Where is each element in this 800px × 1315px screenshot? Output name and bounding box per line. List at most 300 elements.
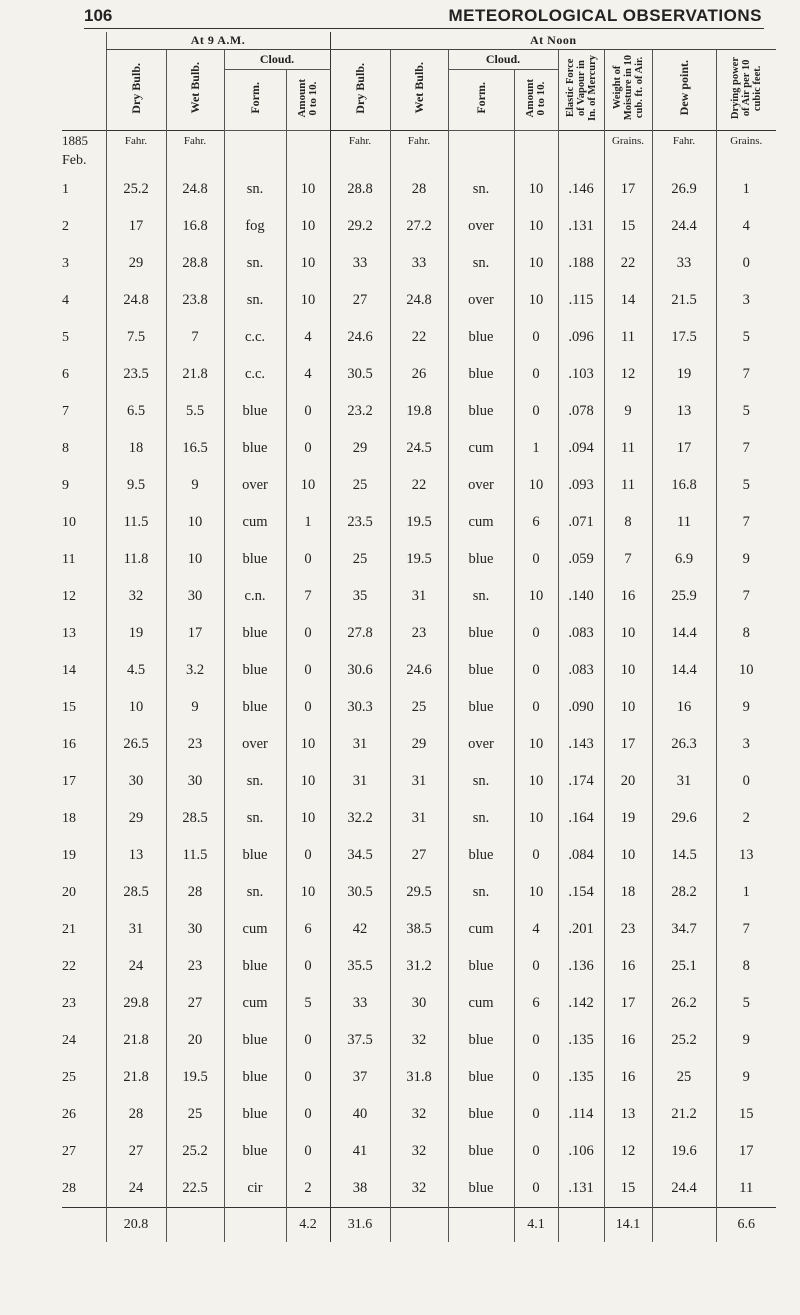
cell-dry-bulb-noon: 27 [330, 282, 390, 319]
cell-drying-power: 13 [716, 837, 776, 874]
cell-day: 18 [62, 810, 76, 826]
cell-elastic-force: .135 [558, 1022, 604, 1059]
table-row [62, 1133, 776, 1170]
cell-dry-bulb-9am: 27 [106, 1133, 166, 1170]
cell-day: 25 [62, 1069, 76, 1085]
cell-cloud-form-noon: blue [448, 356, 514, 393]
cell-wet-bulb-noon: 30 [390, 985, 448, 1022]
cell-dry-bulb-9am: 28 [106, 1096, 166, 1133]
cell-cloud-form-9am: blue [224, 615, 286, 652]
cell-wet-bulb-9am: 22.5 [166, 1170, 224, 1208]
col-header-dry-bulb-9am: Dry Bulb. [106, 50, 166, 131]
cell-cloud-form-9am: blue [224, 837, 286, 874]
cell-elastic-force: .188 [558, 245, 604, 282]
table-row [62, 504, 776, 541]
cell-cloud-form-9am: sn. [224, 800, 286, 837]
cell-dry-bulb-9am: 17 [106, 208, 166, 245]
observations-table [62, 32, 776, 1242]
cell-cloud-form-noon: cum [448, 504, 514, 541]
cell-wet-bulb-9am: 16.5 [166, 430, 224, 467]
cell-drying-power: 11 [716, 1170, 776, 1208]
cell-dry-bulb-9am: 31 [106, 911, 166, 948]
cell-dry-bulb-noon: 30.6 [330, 652, 390, 689]
cell-day: 20 [62, 884, 76, 900]
cell-wet-bulb-noon: 19.8 [390, 393, 448, 430]
cell-cloud-amount-noon: 10 [514, 726, 558, 763]
cell-cloud-form-noon: blue [448, 1022, 514, 1059]
cell-cloud-amount-9am: 10 [286, 245, 330, 282]
cell-cloud-form-9am: blue [224, 1059, 286, 1096]
cell-day: 15 [62, 699, 76, 715]
cell-dry-bulb-9am: 21.8 [106, 1022, 166, 1059]
cell-dry-bulb-9am: 10 [106, 689, 166, 726]
cell-cloud-form-noon: blue [448, 652, 514, 689]
cell-wet-bulb-noon: 32 [390, 1170, 448, 1208]
cell-elastic-force: .142 [558, 985, 604, 1022]
cell-wet-bulb-noon: 33 [390, 245, 448, 282]
cell-dry-bulb-noon: 35.5 [330, 948, 390, 985]
col-header-wet-bulb-noon: Wet Bulb. [390, 50, 448, 131]
group-header-9am: At 9 A.M. [106, 32, 330, 50]
cell-wet-bulb-noon: 28 [390, 171, 448, 208]
cell-wet-bulb-noon: 26 [390, 356, 448, 393]
cell-cloud-form-9am: blue [224, 430, 286, 467]
cloud-header-noon: Cloud. [448, 50, 558, 70]
table-row [62, 837, 776, 874]
cell-day: 21 [62, 921, 76, 937]
cell-elastic-force: .059 [558, 541, 604, 578]
table-row [62, 689, 776, 726]
cell-dry-bulb-noon: 33 [330, 245, 390, 282]
cell-dew-point: 16.8 [652, 467, 716, 504]
cell-dew-point: 29.6 [652, 800, 716, 837]
cell-dry-bulb-9am: 24.8 [106, 282, 166, 319]
cell-elastic-force: .093 [558, 467, 604, 504]
cell-dry-bulb-noon: 31 [330, 763, 390, 800]
cell-wet-bulb-9am: 30 [166, 911, 224, 948]
cell-day: 19 [62, 847, 76, 863]
cell-drying-power: 0 [716, 763, 776, 800]
total-cloud-amount-noon: 4.1 [514, 1208, 558, 1243]
cell-weight-moisture: 16 [604, 578, 652, 615]
unit-fahr: Fahr. [652, 131, 716, 152]
cell-wet-bulb-9am: 20 [166, 1022, 224, 1059]
cell-cloud-form-9am: c.n. [224, 578, 286, 615]
header-rule [84, 28, 764, 29]
cell-cloud-amount-9am: 10 [286, 467, 330, 504]
cell-drying-power: 8 [716, 615, 776, 652]
cell-drying-power: 7 [716, 504, 776, 541]
cell-wet-bulb-9am: 9 [166, 689, 224, 726]
table-row [62, 467, 776, 504]
cell-dew-point: 28.2 [652, 874, 716, 911]
cell-drying-power: 2 [716, 800, 776, 837]
cell-weight-moisture: 15 [604, 1170, 652, 1208]
cell-wet-bulb-noon: 22 [390, 319, 448, 356]
cell-wet-bulb-9am: 25.2 [166, 1133, 224, 1170]
cell-dry-bulb-noon: 32.2 [330, 800, 390, 837]
cell-dew-point: 19.6 [652, 1133, 716, 1170]
cell-drying-power: 5 [716, 467, 776, 504]
cell-cloud-form-9am: cum [224, 504, 286, 541]
cell-wet-bulb-9am: 28.8 [166, 245, 224, 282]
cell-weight-moisture: 22 [604, 245, 652, 282]
cell-dry-bulb-noon: 29 [330, 430, 390, 467]
cell-elastic-force: .136 [558, 948, 604, 985]
cell-cloud-amount-9am: 5 [286, 985, 330, 1022]
cell-dry-bulb-noon: 29.2 [330, 208, 390, 245]
cell-elastic-force: .094 [558, 430, 604, 467]
cell-day: 28 [62, 1180, 76, 1196]
cell-day: 23 [62, 995, 76, 1011]
cell-cloud-amount-9am: 0 [286, 837, 330, 874]
table-row [62, 171, 776, 208]
cell-cloud-amount-9am: 10 [286, 208, 330, 245]
cell-drying-power: 7 [716, 911, 776, 948]
cell-wet-bulb-9am: 27 [166, 985, 224, 1022]
cell-dry-bulb-noon: 42 [330, 911, 390, 948]
cell-cloud-form-noon: cum [448, 430, 514, 467]
cell-day: 16 [62, 736, 76, 752]
cell-wet-bulb-9am: 9 [166, 467, 224, 504]
unit-fahr: Fahr. [390, 131, 448, 152]
cell-dry-bulb-noon: 38 [330, 1170, 390, 1208]
cell-cloud-form-9am: sn. [224, 874, 286, 911]
cell-cloud-amount-9am: 0 [286, 541, 330, 578]
table-row [62, 615, 776, 652]
cell-dew-point: 26.3 [652, 726, 716, 763]
table-row [62, 948, 776, 985]
cell-drying-power: 9 [716, 689, 776, 726]
col-header-form-noon: Form. [448, 70, 514, 131]
cell-cloud-form-noon: blue [448, 1133, 514, 1170]
cell-drying-power: 1 [716, 874, 776, 911]
unit-grains: Grains. [716, 131, 776, 152]
cell-dry-bulb-9am: 25.2 [106, 171, 166, 208]
cell-dew-point: 17 [652, 430, 716, 467]
total-cloud-form-9am [224, 1208, 286, 1243]
cell-day: 17 [62, 773, 76, 789]
cell-wet-bulb-9am: 23 [166, 948, 224, 985]
cell-weight-moisture: 10 [604, 689, 652, 726]
cell-cloud-amount-noon: 0 [514, 541, 558, 578]
cell-dew-point: 26.2 [652, 985, 716, 1022]
cell-weight-moisture: 16 [604, 1022, 652, 1059]
cell-weight-moisture: 10 [604, 615, 652, 652]
cell-cloud-amount-noon: 10 [514, 800, 558, 837]
cell-dry-bulb-9am: 29 [106, 245, 166, 282]
cell-elastic-force: .154 [558, 874, 604, 911]
cell-weight-moisture: 12 [604, 356, 652, 393]
cell-dew-point: 19 [652, 356, 716, 393]
cell-drying-power: 0 [716, 245, 776, 282]
cell-dry-bulb-noon: 33 [330, 985, 390, 1022]
cell-cloud-amount-9am: 4 [286, 356, 330, 393]
group-header-noon: At Noon [330, 32, 776, 50]
cell-elastic-force: .146 [558, 171, 604, 208]
cell-dry-bulb-noon: 25 [330, 467, 390, 504]
cell-cloud-form-9am: over [224, 467, 286, 504]
cell-weight-moisture: 15 [604, 208, 652, 245]
total-drying-power: 6.6 [716, 1208, 776, 1243]
cell-cloud-amount-9am: 0 [286, 1059, 330, 1096]
cell-cloud-amount-9am: 0 [286, 1022, 330, 1059]
cell-dry-bulb-9am: 11.5 [106, 504, 166, 541]
cell-dew-point: 25.1 [652, 948, 716, 985]
cell-cloud-amount-noon: 0 [514, 1096, 558, 1133]
total-elastic-force [558, 1208, 604, 1243]
table-row [62, 541, 776, 578]
cell-wet-bulb-noon: 31.8 [390, 1059, 448, 1096]
cell-dew-point: 14.4 [652, 615, 716, 652]
cell-dry-bulb-noon: 30.5 [330, 874, 390, 911]
col-header-dry-bulb-noon: Dry Bulb. [330, 50, 390, 131]
cell-wet-bulb-noon: 32 [390, 1022, 448, 1059]
cell-cloud-form-9am: blue [224, 1133, 286, 1170]
cell-cloud-amount-9am: 0 [286, 1133, 330, 1170]
cell-dry-bulb-9am: 28.5 [106, 874, 166, 911]
cell-wet-bulb-noon: 19.5 [390, 504, 448, 541]
cell-elastic-force: .115 [558, 282, 604, 319]
cell-wet-bulb-noon: 29 [390, 726, 448, 763]
cell-cloud-amount-9am: 10 [286, 763, 330, 800]
cell-wet-bulb-9am: 5.5 [166, 393, 224, 430]
cell-day: 27 [62, 1143, 76, 1159]
cell-wet-bulb-9am: 28 [166, 874, 224, 911]
table-row [62, 356, 776, 393]
table-row [62, 1170, 776, 1208]
col-header-dew-point: Dew point. [652, 50, 716, 131]
cell-cloud-amount-noon: 0 [514, 393, 558, 430]
cell-dry-bulb-noon: 37 [330, 1059, 390, 1096]
cell-cloud-amount-noon: 0 [514, 1059, 558, 1096]
cell-cloud-amount-noon: 6 [514, 985, 558, 1022]
cell-cloud-form-9am: over [224, 726, 286, 763]
cell-wet-bulb-noon: 19.5 [390, 541, 448, 578]
cell-drying-power: 1 [716, 171, 776, 208]
cell-cloud-form-noon: cum [448, 985, 514, 1022]
cell-weight-moisture: 16 [604, 948, 652, 985]
cell-wet-bulb-9am: 19.5 [166, 1059, 224, 1096]
table-row [62, 652, 776, 689]
cell-cloud-amount-noon: 0 [514, 652, 558, 689]
cell-cloud-form-noon: blue [448, 837, 514, 874]
cell-dry-bulb-9am: 11.8 [106, 541, 166, 578]
cell-cloud-form-9am: blue [224, 689, 286, 726]
cell-weight-moisture: 8 [604, 504, 652, 541]
cell-dry-bulb-9am: 24 [106, 948, 166, 985]
cell-drying-power: 7 [716, 578, 776, 615]
cell-cloud-form-noon: sn. [448, 874, 514, 911]
total-dry-bulb-noon: 31.6 [330, 1208, 390, 1243]
cell-dew-point: 14.5 [652, 837, 716, 874]
cell-cloud-form-noon: sn. [448, 763, 514, 800]
cell-wet-bulb-noon: 31 [390, 763, 448, 800]
cell-day: 12 [62, 588, 76, 604]
cell-wet-bulb-9am: 7 [166, 319, 224, 356]
cell-dry-bulb-noon: 30.3 [330, 689, 390, 726]
cell-wet-bulb-noon: 32 [390, 1096, 448, 1133]
cell-drying-power: 9 [716, 1022, 776, 1059]
cell-weight-moisture: 20 [604, 763, 652, 800]
cell-day: 2 [62, 218, 69, 234]
cell-day: 9 [62, 477, 69, 493]
cell-cloud-amount-9am: 2 [286, 1170, 330, 1208]
cell-drying-power: 3 [716, 282, 776, 319]
cell-dry-bulb-9am: 29.8 [106, 985, 166, 1022]
cell-dew-point: 16 [652, 689, 716, 726]
cell-day: 24 [62, 1032, 76, 1048]
page-number: 106 [84, 6, 113, 25]
cell-weight-moisture: 11 [604, 467, 652, 504]
cell-weight-moisture: 11 [604, 319, 652, 356]
cell-weight-moisture: 16 [604, 1059, 652, 1096]
cell-dew-point: 21.2 [652, 1096, 716, 1133]
cell-weight-moisture: 14 [604, 282, 652, 319]
cell-dry-bulb-9am: 6.5 [106, 393, 166, 430]
cell-dry-bulb-9am: 32 [106, 578, 166, 615]
cell-weight-moisture: 18 [604, 874, 652, 911]
cell-elastic-force: .140 [558, 578, 604, 615]
cell-cloud-amount-noon: 0 [514, 319, 558, 356]
cell-dry-bulb-noon: 25 [330, 541, 390, 578]
cell-dry-bulb-9am: 9.5 [106, 467, 166, 504]
total-cloud-form-noon [448, 1208, 514, 1243]
year-label: 1885 [62, 131, 106, 152]
cell-cloud-form-9am: blue [224, 1096, 286, 1133]
cell-weight-moisture: 19 [604, 800, 652, 837]
cell-day: 13 [62, 625, 76, 641]
cell-cloud-amount-noon: 0 [514, 1022, 558, 1059]
cell-dew-point: 6.9 [652, 541, 716, 578]
cell-day: 7 [62, 403, 69, 419]
cell-cloud-amount-9am: 7 [286, 578, 330, 615]
cell-cloud-amount-9am: 0 [286, 689, 330, 726]
cell-cloud-amount-9am: 4 [286, 319, 330, 356]
total-wet-bulb-9am [166, 1208, 224, 1243]
cell-weight-moisture: 10 [604, 837, 652, 874]
cell-dry-bulb-noon: 35 [330, 578, 390, 615]
cell-elastic-force: .143 [558, 726, 604, 763]
cell-cloud-form-noon: blue [448, 1059, 514, 1096]
cell-cloud-amount-9am: 0 [286, 948, 330, 985]
cell-dew-point: 25 [652, 1059, 716, 1096]
cell-cloud-form-9am: cir [224, 1170, 286, 1208]
cell-cloud-amount-noon: 10 [514, 282, 558, 319]
cell-wet-bulb-9am: 17 [166, 615, 224, 652]
cell-dry-bulb-9am: 19 [106, 615, 166, 652]
cell-dry-bulb-noon: 27.8 [330, 615, 390, 652]
unit-fahr: Fahr. [106, 131, 166, 152]
cell-cloud-amount-9am: 0 [286, 615, 330, 652]
cell-cloud-amount-9am: 0 [286, 430, 330, 467]
cell-wet-bulb-9am: 21.8 [166, 356, 224, 393]
cell-wet-bulb-9am: 25 [166, 1096, 224, 1133]
cloud-header-9am: Cloud. [224, 50, 330, 70]
cell-cloud-amount-9am: 0 [286, 393, 330, 430]
unit-fahr: Fahr. [166, 131, 224, 152]
col-header-amount-noon: Amount 0 to 10. [514, 70, 558, 131]
cell-wet-bulb-noon: 22 [390, 467, 448, 504]
cell-drying-power: 4 [716, 208, 776, 245]
cell-cloud-amount-9am: 10 [286, 282, 330, 319]
cell-drying-power: 5 [716, 393, 776, 430]
cell-dew-point: 25.9 [652, 578, 716, 615]
cell-dew-point: 26.9 [652, 171, 716, 208]
cell-day: 6 [62, 366, 69, 382]
cell-dew-point: 34.7 [652, 911, 716, 948]
cell-cloud-amount-noon: 0 [514, 615, 558, 652]
cell-cloud-amount-noon: 10 [514, 467, 558, 504]
cell-cloud-form-noon: sn. [448, 245, 514, 282]
cell-wet-bulb-9am: 28.5 [166, 800, 224, 837]
table-row [62, 430, 776, 467]
cell-cloud-amount-noon: 10 [514, 874, 558, 911]
cell-cloud-form-noon: blue [448, 393, 514, 430]
cell-drying-power: 5 [716, 319, 776, 356]
cell-dew-point: 14.4 [652, 652, 716, 689]
cell-day: 8 [62, 440, 69, 456]
cell-elastic-force: .084 [558, 837, 604, 874]
cell-wet-bulb-noon: 24.5 [390, 430, 448, 467]
cell-elastic-force: .103 [558, 356, 604, 393]
cell-wet-bulb-9am: 23.8 [166, 282, 224, 319]
cell-elastic-force: .201 [558, 911, 604, 948]
cell-wet-bulb-9am: 24.8 [166, 171, 224, 208]
cell-cloud-form-noon: sn. [448, 578, 514, 615]
cell-weight-moisture: 11 [604, 430, 652, 467]
col-header-drying-power: Drying power of Air per 10 cubic feet. [716, 50, 776, 131]
cell-dew-point: 13 [652, 393, 716, 430]
cell-cloud-form-9am: sn. [224, 245, 286, 282]
cell-day: 4 [62, 292, 69, 308]
cell-weight-moisture: 17 [604, 985, 652, 1022]
cell-wet-bulb-noon: 27 [390, 837, 448, 874]
cell-weight-moisture: 12 [604, 1133, 652, 1170]
cell-cloud-amount-9am: 10 [286, 171, 330, 208]
cell-cloud-amount-noon: 10 [514, 245, 558, 282]
cell-dry-bulb-9am: 30 [106, 763, 166, 800]
cell-wet-bulb-noon: 24.6 [390, 652, 448, 689]
cell-cloud-amount-9am: 1 [286, 504, 330, 541]
cell-drying-power: 15 [716, 1096, 776, 1133]
table-row [62, 393, 776, 430]
total-cloud-amount-9am: 4.2 [286, 1208, 330, 1243]
cell-dry-bulb-noon: 41 [330, 1133, 390, 1170]
table-row [62, 874, 776, 911]
table-row [62, 985, 776, 1022]
cell-cloud-amount-noon: 0 [514, 689, 558, 726]
cell-weight-moisture: 9 [604, 393, 652, 430]
cell-dew-point: 11 [652, 504, 716, 541]
cell-cloud-amount-noon: 0 [514, 1170, 558, 1208]
cell-elastic-force: .083 [558, 652, 604, 689]
col-header-amount-9am: Amount 0 to 10. [286, 70, 330, 131]
table-row [62, 319, 776, 356]
cell-day: 26 [62, 1106, 76, 1122]
cell-wet-bulb-noon: 31 [390, 800, 448, 837]
cell-cloud-amount-noon: 4 [514, 911, 558, 948]
table-row [62, 245, 776, 282]
cell-wet-bulb-noon: 25 [390, 689, 448, 726]
cell-day: 11 [62, 551, 76, 567]
cell-weight-moisture: 23 [604, 911, 652, 948]
cell-cloud-form-noon: blue [448, 948, 514, 985]
cell-elastic-force: .174 [558, 763, 604, 800]
table-row [62, 282, 776, 319]
cell-cloud-form-noon: blue [448, 689, 514, 726]
cell-cloud-amount-noon: 0 [514, 948, 558, 985]
